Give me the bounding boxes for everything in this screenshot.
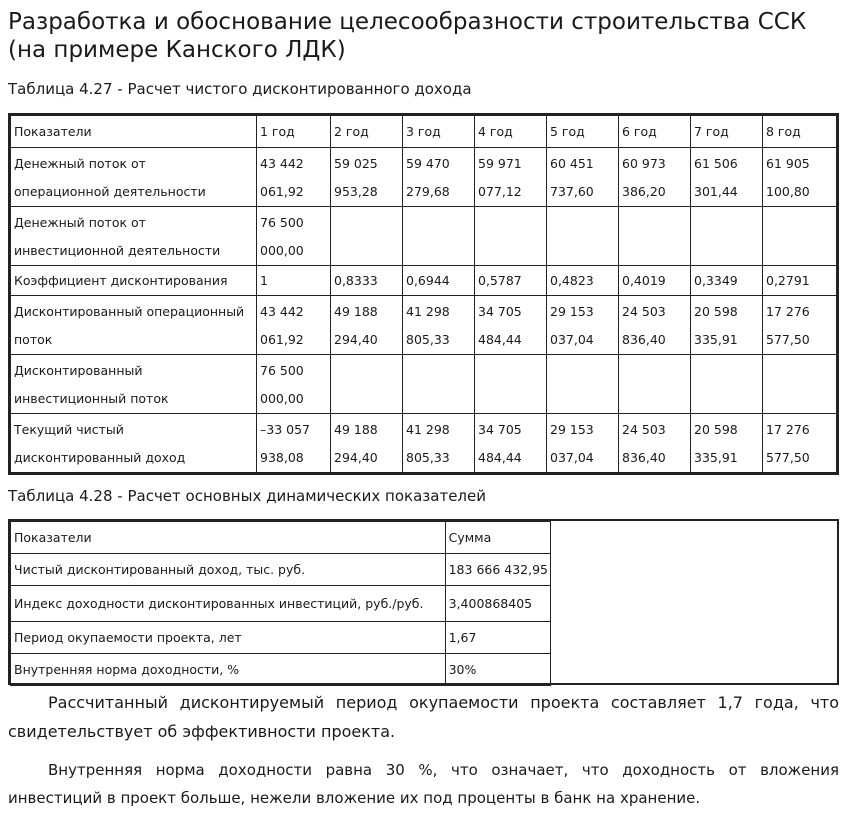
value-line: 29 153 [550,304,594,319]
value-line [478,237,546,265]
value-cell [547,414,619,474]
table-row [11,622,551,654]
value-line: 335,91 [694,450,738,465]
value-line: 577,50 [766,332,810,347]
value-line [622,357,690,385]
value-line: 953,28 [334,184,378,199]
value-line: 60 451 [550,156,594,171]
value-line: 805,33 [406,332,450,347]
value-line [550,237,618,265]
row-label-line: Денежный поток от [14,156,146,171]
table-header-row [11,522,551,554]
value-cell [257,296,331,355]
value-cell [547,207,619,266]
row-label [10,296,257,355]
header-indicators: Показатели [11,522,446,554]
value-line: 484,44 [478,332,522,347]
value-line [334,385,402,413]
value-cell [331,414,403,474]
header-year-2: 2 год [331,115,403,148]
value-line [406,237,474,265]
row-label-line: инвестиционной деятельности [14,243,221,258]
document-title: Разработка и обоснование целесообразности строительства ССК (на примере Канского ЛДК) [8,9,807,63]
value-line: 0,8333 [334,273,378,288]
value-line: 41 298 [406,422,450,437]
header-year-1: 1 год [257,115,331,148]
value-line [766,209,836,237]
value-cell [331,296,403,355]
value-line: 037,04 [550,450,594,465]
value-line: 0,5787 [478,273,522,288]
value-cell [403,266,475,296]
value-cell [619,355,691,414]
table-4-28-caption: Таблица 4.28 - Расчет основных динамических показателей [8,487,486,505]
value-cell [691,296,763,355]
value-line: 836,40 [622,332,666,347]
value-cell [763,296,838,355]
row-label [10,148,257,207]
value-cell [475,355,547,414]
row-label-line: Денежный поток от [14,215,146,230]
row-label-line: поток [14,332,53,347]
value-line [334,357,402,385]
header-indicators: Показатели [10,115,257,148]
value-line: 1 [260,273,268,288]
value-line: 20 598 [694,422,738,437]
dynamic-indicators-table [10,521,551,686]
row-label-line: дисконтированный доход [14,450,186,465]
value-line: 17 276 [766,304,810,319]
value-cell [619,296,691,355]
header-year-6: 6 год [619,115,691,148]
value-cell [691,414,763,474]
value-line [478,385,546,413]
indicator-name: Период окупаемости проекта, лет [11,622,446,654]
table-row [10,207,838,266]
value-cell [331,148,403,207]
value-line: 000,00 [260,391,304,406]
value-line: 34 705 [478,422,522,437]
value-line: 737,60 [550,184,594,199]
value-line [334,209,402,237]
value-line: 43 442 [260,304,304,319]
value-cell [475,414,547,474]
value-line: 49 188 [334,304,378,319]
value-cell [763,355,838,414]
value-cell [257,414,331,474]
value-cell [763,148,838,207]
value-line: 805,33 [406,450,450,465]
value-line: 077,12 [478,184,522,199]
value-line: 76 500 [260,215,304,230]
value-cell [691,148,763,207]
value-line: 061,92 [260,332,304,347]
value-line [550,357,618,385]
value-line: 037,04 [550,332,594,347]
table-row [11,554,551,586]
value-cell [547,355,619,414]
discounted-income-table [8,113,839,475]
header-year-4: 4 год [475,115,547,148]
value-line [478,209,546,237]
value-cell [257,148,331,207]
row-label [10,266,257,296]
value-line: 484,44 [478,450,522,465]
indicator-name: Чистый дисконтированный доход, тыс. руб. [11,554,446,586]
indicator-name: Индекс доходности дисконтированных инвестиций, руб./руб. [11,586,446,622]
header-year-8: 8 год [763,115,838,148]
value-cell [257,355,331,414]
indicator-value: 3,400868405 [445,586,550,622]
value-cell [547,148,619,207]
value-cell [763,207,838,266]
value-cell [619,148,691,207]
value-line: 100,80 [766,184,810,199]
row-label-line: Дисконтированный операционный [14,304,245,319]
value-cell [331,355,403,414]
value-line: 76 500 [260,363,304,378]
value-line [694,209,762,237]
value-line: 836,40 [622,450,666,465]
value-cell [763,266,838,296]
value-cell [257,207,331,266]
value-line: 20 598 [694,304,738,319]
value-line: 34 705 [478,304,522,319]
value-line: 61 905 [766,156,810,171]
value-cell [257,266,331,296]
paragraph-irr [8,756,839,812]
value-line [766,237,836,265]
value-line: 43 442 [260,156,304,171]
value-line: 59 971 [478,156,522,171]
value-line: 24 503 [622,304,666,319]
paragraph-irr-text: Внутренняя норма доходности равна 30 %, что означает, что доходность от вложения инвестиций в проект больше, нежели вложение их под проценты в банк на хранение. [8,761,839,807]
value-line: 294,40 [334,332,378,347]
indicator-value: 30% [445,654,550,686]
value-cell [691,266,763,296]
value-line [478,357,546,385]
row-label-line: инвестиционный поток [14,391,169,406]
value-line [622,209,690,237]
value-line [622,385,690,413]
value-line: 294,40 [334,450,378,465]
value-cell [403,296,475,355]
value-line [550,385,618,413]
value-cell [403,207,475,266]
paragraph-payback-text: Рассчитанный дисконтируемый период окупаемости проекта составляет 1,7 года, что свидетельствует об эффективности проекта. [8,693,839,741]
value-line [694,357,762,385]
row-label-line: Текущий чистый [14,422,124,437]
value-cell [619,207,691,266]
table-header-row [10,115,838,148]
table-row [10,355,838,414]
value-cell [475,207,547,266]
dynamic-indicators-frame [8,519,839,685]
indicator-name: Внутренняя норма доходности, % [11,654,446,686]
value-line [766,385,836,413]
value-line: 000,00 [260,243,304,258]
value-cell [403,148,475,207]
row-label-line: Коэффициент дисконтирования [14,273,228,288]
value-cell [547,296,619,355]
row-label-line: Дисконтированный [14,363,143,378]
value-line: 61 506 [694,156,738,171]
table-row [10,296,838,355]
row-label [10,414,257,474]
value-line: 0,4823 [550,273,594,288]
value-cell [691,355,763,414]
value-line: 60 973 [622,156,666,171]
value-line: 386,20 [622,184,666,199]
row-label [10,207,257,266]
value-cell [475,266,547,296]
value-line [406,385,474,413]
value-line [334,237,402,265]
value-line: 24 503 [622,422,666,437]
table-row [10,148,838,207]
value-line: 41 298 [406,304,450,319]
paragraph-payback [8,688,839,746]
table-row [10,266,838,296]
value-line: 0,3349 [694,273,738,288]
value-line: 59 470 [406,156,450,171]
value-cell [403,414,475,474]
value-line: 0,6944 [406,273,450,288]
indicator-value: 183 666 432,95 [445,554,550,586]
table-4-27-caption: Таблица 4.27 - Расчет чистого дисконтированного дохода [8,80,472,98]
value-line [694,385,762,413]
header-year-5: 5 год [547,115,619,148]
value-line: –33 057 [260,422,310,437]
value-cell [403,355,475,414]
value-line [766,357,836,385]
table-row [11,654,551,686]
value-line: 061,92 [260,184,304,199]
value-line: 938,08 [260,450,304,465]
value-cell [763,414,838,474]
value-cell [331,207,403,266]
value-line: 577,50 [766,450,810,465]
value-line: 59 025 [334,156,378,171]
value-cell [331,266,403,296]
header-sum: Сумма [445,522,550,554]
value-cell [475,148,547,207]
value-line: 0,4019 [622,273,666,288]
header-year-7: 7 год [691,115,763,148]
indicator-value: 1,67 [445,622,550,654]
value-line: 301,44 [694,184,738,199]
value-line [550,209,618,237]
value-line [406,209,474,237]
value-line [622,237,690,265]
table-row [10,414,838,474]
value-line: 0,2791 [766,273,810,288]
value-line: 335,91 [694,332,738,347]
value-cell [547,266,619,296]
row-label [10,355,257,414]
value-cell [619,266,691,296]
value-line: 29 153 [550,422,594,437]
row-label-line: операционной деятельности [14,184,206,199]
value-line: 279,68 [406,184,450,199]
table-row [11,586,551,622]
value-cell [691,207,763,266]
value-cell [619,414,691,474]
header-year-3: 3 год [403,115,475,148]
value-line: 49 188 [334,422,378,437]
value-line [694,237,762,265]
value-line [406,357,474,385]
value-cell [475,296,547,355]
value-line: 17 276 [766,422,810,437]
